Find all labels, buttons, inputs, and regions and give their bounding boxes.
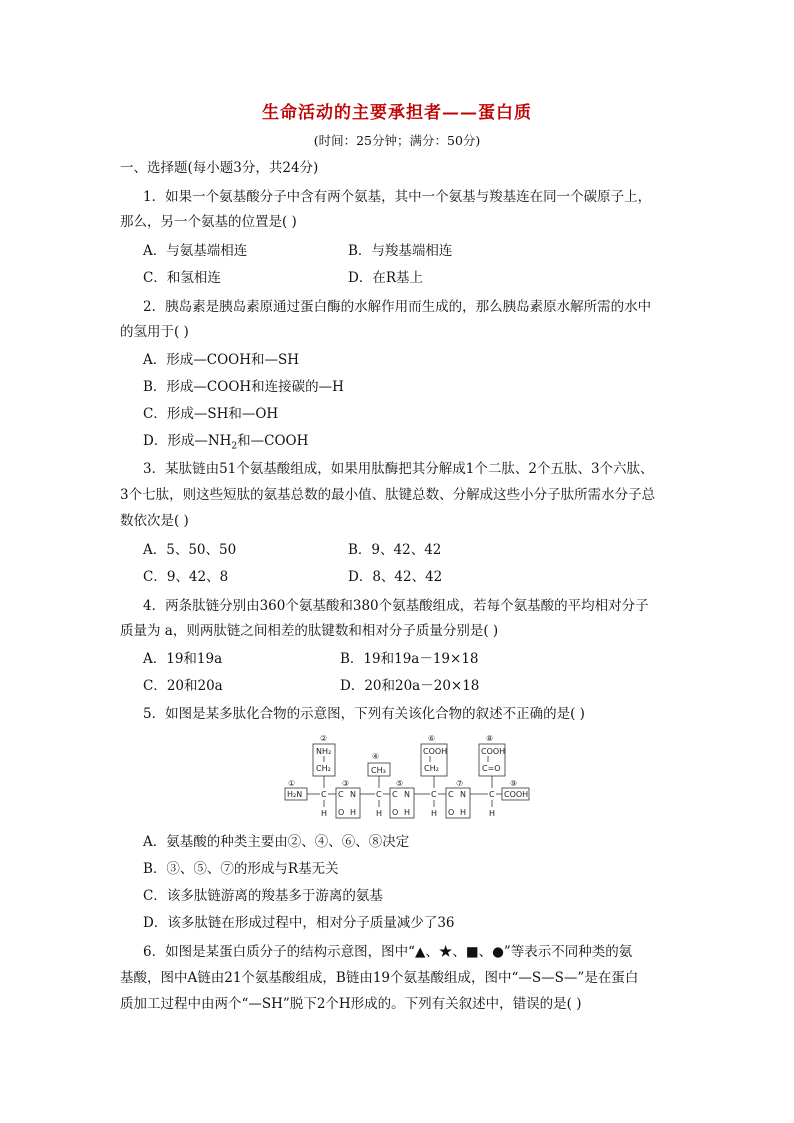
q3-option-d: D．8、42、42	[348, 569, 443, 585]
r2-nh2: NH₂	[316, 747, 332, 756]
q1-stem-line1: 1．如果一个氨基酸分子中含有两个氨基，其中一个氨基与羧基连在同一个碳原子上，	[143, 189, 652, 205]
q1-option-d: D．在R基上	[348, 270, 423, 286]
chain-c2: C	[376, 790, 382, 799]
q2-stem-line1: 2．胰岛素是胰岛素原通过蛋白酶的水解作用而生成的，那么胰岛素原水解所需的水中	[143, 299, 652, 315]
q5-option-a: A．氨基酸的种类主要由②、④、⑥、⑧决定	[143, 834, 410, 850]
chain-c3: C	[431, 790, 437, 799]
q3-stem-line1: 3．某肽链由51个氨基酸组成，如果用肽酶把其分解成1个二肽、2个五肽、3个六肽、	[143, 461, 654, 477]
h-under-c4: H	[489, 809, 496, 818]
q6-stem-line2: 基酸，图中A链由21个氨基酸组成，B链由19个氨基酸组成，图中“—S—S—”是在蛋白	[120, 970, 639, 986]
page-title: 生命活动的主要承担者——蛋白质	[262, 103, 532, 123]
q5-stem-line1: 5．如图是某多肽化合物的示意图，下列有关该化合物的叙述不正确的是( )	[143, 706, 585, 722]
q2-option-d-sub: 2	[231, 441, 238, 452]
polypeptide-structure-figure	[280, 731, 530, 821]
q3-stem-line3: 数依次是( )	[120, 513, 189, 529]
q2-option-d-post: 和—COOH	[237, 433, 309, 449]
q4-option-d: D．20和20a－20×18	[340, 678, 480, 694]
q3-option-a: A．5、50、50	[143, 542, 237, 558]
pb7-c: C	[448, 790, 454, 799]
chain-c4: C	[489, 790, 495, 799]
q2-stem-line2: 的氢用于( )	[120, 324, 189, 340]
label-3: ③	[342, 779, 350, 788]
pb3-h: H	[350, 808, 357, 817]
pb7-o: O	[448, 808, 455, 817]
chain-h2n: H₂N	[287, 790, 303, 799]
r6-cooh: COOH	[423, 747, 448, 756]
q4-stem-line1: 4．两条肽链分别由360个氨基酸和380个氨基酸组成，若每个氨基酸的平均相对分子	[143, 598, 649, 614]
section-heading: 一、选择题(每小题3分，共24分)	[120, 160, 319, 176]
q2-option-c: C．形成—SH和—OH	[143, 406, 279, 422]
q2-option-b: B．形成—COOH和连接碳的—H	[143, 379, 344, 395]
pb5-n: N	[404, 790, 410, 799]
label-8: ⑧	[486, 734, 494, 743]
h-under-c2: H	[376, 809, 383, 818]
q5-option-b: B．③、⑤、⑦的形成与R基无关	[143, 861, 339, 877]
q5-option-c: C．该多肽链游离的羧基多于游离的氨基	[143, 888, 383, 904]
q1-option-b: B．与羧基端相连	[348, 243, 453, 259]
chain-c1: C	[321, 790, 327, 799]
pb5-c: C	[392, 790, 398, 799]
label-1: ①	[288, 779, 296, 788]
label-9: ⑨	[510, 779, 518, 788]
pb7-h: H	[460, 808, 467, 817]
q6-stem-line3: 质加工过程中由两个“—SH”脱下2个H形成的。下列有关叙述中，错误的是( )	[120, 996, 582, 1012]
q1-option-c: C．和氢相连	[143, 270, 221, 286]
label-2: ②	[320, 734, 328, 743]
q1-stem-line2: 那么，另一个氨基的位置是( )	[120, 214, 297, 230]
h-under-c3: H	[431, 809, 438, 818]
q5-option-d: D．该多肽链在形成过程中，相对分子质量减少了36	[143, 915, 455, 931]
label-6: ⑥	[428, 734, 436, 743]
pb7-n: N	[460, 790, 466, 799]
r6-ch2: CH₂	[424, 764, 439, 773]
q1-option-a: A．与氨基端相连	[143, 243, 248, 259]
q4-stem-line2: 质量为 a，则两肽链之间相差的肽键数和相对分子质量分别是( )	[120, 623, 499, 639]
q2-option-a: A．形成—COOH和—SH	[143, 352, 300, 368]
r8-c-eq-o: C=O	[482, 764, 501, 773]
h-under-c1: H	[321, 809, 328, 818]
q6-stem-line1: 6．如图是某蛋白质分子的结构示意图，图中“▲、★、■、●”等表示不同种类的氨	[143, 944, 633, 960]
chain-cooh-end: COOH	[504, 790, 529, 799]
q4-option-c: C．20和20a	[143, 678, 223, 694]
r4-ch3: CH₃	[371, 766, 386, 775]
q3-option-c: C．9、42、8	[143, 569, 229, 585]
time-score-info: (时间：25分钟；满分：50分)	[313, 133, 481, 148]
r2-ch2: CH₂	[316, 764, 331, 773]
pb3-o: O	[338, 808, 345, 817]
label-4: ④	[372, 752, 380, 761]
pb5-h: H	[404, 808, 411, 817]
q2-option-d-pre: D．形成—NH	[143, 433, 232, 449]
r8-cooh: COOH	[481, 747, 506, 756]
label-5: ⑤	[396, 779, 404, 788]
label-7: ⑦	[456, 779, 464, 788]
q4-option-b: B．19和19a－19×18	[340, 651, 479, 667]
pb3-n: N	[350, 790, 356, 799]
pb3-c: C	[338, 790, 344, 799]
q4-option-a: A．19和19a	[143, 651, 223, 667]
q3-option-b: B．9、42、42	[348, 542, 442, 558]
pb5-o: O	[392, 808, 399, 817]
q2-option-d	[143, 431, 308, 457]
q3-stem-line2: 3个七肽，则这些短肽的氨基总数的最小值、肽键总数、分解成这些小分子肽所需水分子总	[120, 487, 656, 503]
